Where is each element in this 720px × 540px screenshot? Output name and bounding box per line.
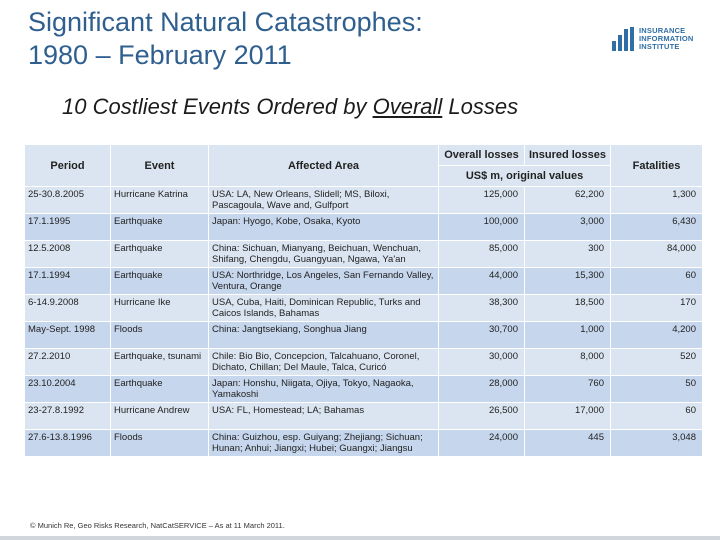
cell-insured: 1,000	[525, 322, 611, 349]
cell-overall: 30,700	[439, 322, 525, 349]
title-line-1: Significant Natural Catastrophes:	[28, 7, 423, 37]
cell-event: Earthquake	[111, 268, 209, 295]
cell-event: Hurricane Katrina	[111, 187, 209, 214]
cell-period: 23-27.8.1992	[25, 403, 111, 430]
header-overall-losses: Overall losses	[439, 145, 525, 166]
cell-insured: 300	[525, 241, 611, 268]
header-insured-losses: Insured losses	[525, 145, 611, 166]
header-event: Event	[111, 145, 209, 187]
cell-fatalities: 4,200	[611, 322, 703, 349]
cell-period: 25-30.8.2005	[25, 187, 111, 214]
cell-fatalities: 170	[611, 295, 703, 322]
header-period: Period	[25, 145, 111, 187]
cell-area: USA: LA, New Orleans, Slidell; MS, Biloxi, Pascagoula, Wave and, Gulfport	[209, 187, 439, 214]
cell-insured: 445	[525, 430, 611, 457]
cell-event: Floods	[111, 430, 209, 457]
iii-logo	[612, 27, 694, 51]
table-row	[25, 376, 703, 403]
cell-fatalities: 6,430	[611, 214, 703, 241]
cell-insured: 8,000	[525, 349, 611, 376]
cell-insured: 18,500	[525, 295, 611, 322]
cell-area: China: Jangtsekiang, Songhua Jiang	[209, 322, 439, 349]
cell-period: 6-14.9.2008	[25, 295, 111, 322]
cell-insured: 15,300	[525, 268, 611, 295]
cell-area: USA: FL, Homestead; LA; Bahamas	[209, 403, 439, 430]
table-row	[25, 322, 703, 349]
cell-period: 27.2.2010	[25, 349, 111, 376]
subtitle: 10 Costliest Events Ordered by Overall Losses	[62, 94, 519, 119]
cell-period: 23.10.2004	[25, 376, 111, 403]
cell-period: 12.5.2008	[25, 241, 111, 268]
logo-text: INSURANCE INFORMATION INSTITUTE	[639, 26, 694, 51]
cell-fatalities: 84,000	[611, 241, 703, 268]
cell-period: 27.6-13.8.1996	[25, 430, 111, 457]
cell-insured: 62,200	[525, 187, 611, 214]
table-row	[25, 241, 703, 268]
cell-area: Japan: Honshu, Niigata, Ojiya, Tokyo, Nagaoka, Yamakoshi	[209, 376, 439, 403]
cell-fatalities: 3,048	[611, 430, 703, 457]
cell-area: USA: Northridge, Los Angeles, San Fernando Valley, Ventura, Orange	[209, 268, 439, 295]
cell-overall: 28,000	[439, 376, 525, 403]
cell-event: Hurricane Ike	[111, 295, 209, 322]
cell-insured: 17,000	[525, 403, 611, 430]
title-line-2: 1980 – February 2011	[28, 40, 292, 70]
cell-overall: 38,300	[439, 295, 525, 322]
cell-event: Hurricane Andrew	[111, 403, 209, 430]
table-row	[25, 268, 703, 295]
table-row	[25, 403, 703, 430]
cell-overall: 125,000	[439, 187, 525, 214]
source-note: © Munich Re, Geo Risks Research, NatCatSERVICE – As at 11 March 2011.	[30, 521, 285, 530]
cell-period: May-Sept. 1998	[25, 322, 111, 349]
cell-event: Earthquake	[111, 214, 209, 241]
cell-area: Chile: Bio Bio, Concepcion, Talcahuano, Coronel, Dichato, Chillan; Del Maule, Talca, Curicó	[209, 349, 439, 376]
header-area: Affected Area	[209, 145, 439, 187]
cell-area: China: Guizhou, esp. Guiyang; Zhejiang; Sichuan; Hunan; Anhui; Jiangxi; Hubei; Guangxi; Jiangsu	[209, 430, 439, 457]
cell-insured: 3,000	[525, 214, 611, 241]
cell-fatalities: 60	[611, 268, 703, 295]
cell-period: 17.1.1994	[25, 268, 111, 295]
cell-overall: 85,000	[439, 241, 525, 268]
cell-area: USA, Cuba, Haiti, Dominican Republic, Turks and Caicos Islands, Bahamas	[209, 295, 439, 322]
header-units: US$ m, original values	[439, 166, 611, 187]
cell-insured: 760	[525, 376, 611, 403]
logo-icon	[612, 27, 634, 51]
cell-period: 17.1.1995	[25, 214, 111, 241]
cell-event: Earthquake	[111, 376, 209, 403]
cell-area: Japan: Hyogo, Kobe, Osaka, Kyoto	[209, 214, 439, 241]
cell-overall: 44,000	[439, 268, 525, 295]
table-row	[25, 187, 703, 214]
cell-fatalities: 50	[611, 376, 703, 403]
cell-overall: 100,000	[439, 214, 525, 241]
cell-event: Floods	[111, 322, 209, 349]
cell-overall: 26,500	[439, 403, 525, 430]
cell-fatalities: 1,300	[611, 187, 703, 214]
table-row	[25, 349, 703, 376]
cell-overall: 24,000	[439, 430, 525, 457]
cell-fatalities: 520	[611, 349, 703, 376]
table-row	[25, 295, 703, 322]
table-row	[25, 430, 703, 457]
cell-area: China: Sichuan, Mianyang, Beichuan, Wenchuan, Shifang, Chengdu, Guangyuan, Ngawa, Ya'an	[209, 241, 439, 268]
table-row	[25, 214, 703, 241]
cell-event: Earthquake, tsunami	[111, 349, 209, 376]
cell-fatalities: 60	[611, 403, 703, 430]
catastrophe-table	[24, 144, 703, 457]
page-title	[28, 6, 423, 72]
cell-event: Earthquake	[111, 241, 209, 268]
header-fatalities: Fatalities	[611, 145, 703, 187]
cell-overall: 30,000	[439, 349, 525, 376]
footer-rule	[0, 536, 720, 540]
